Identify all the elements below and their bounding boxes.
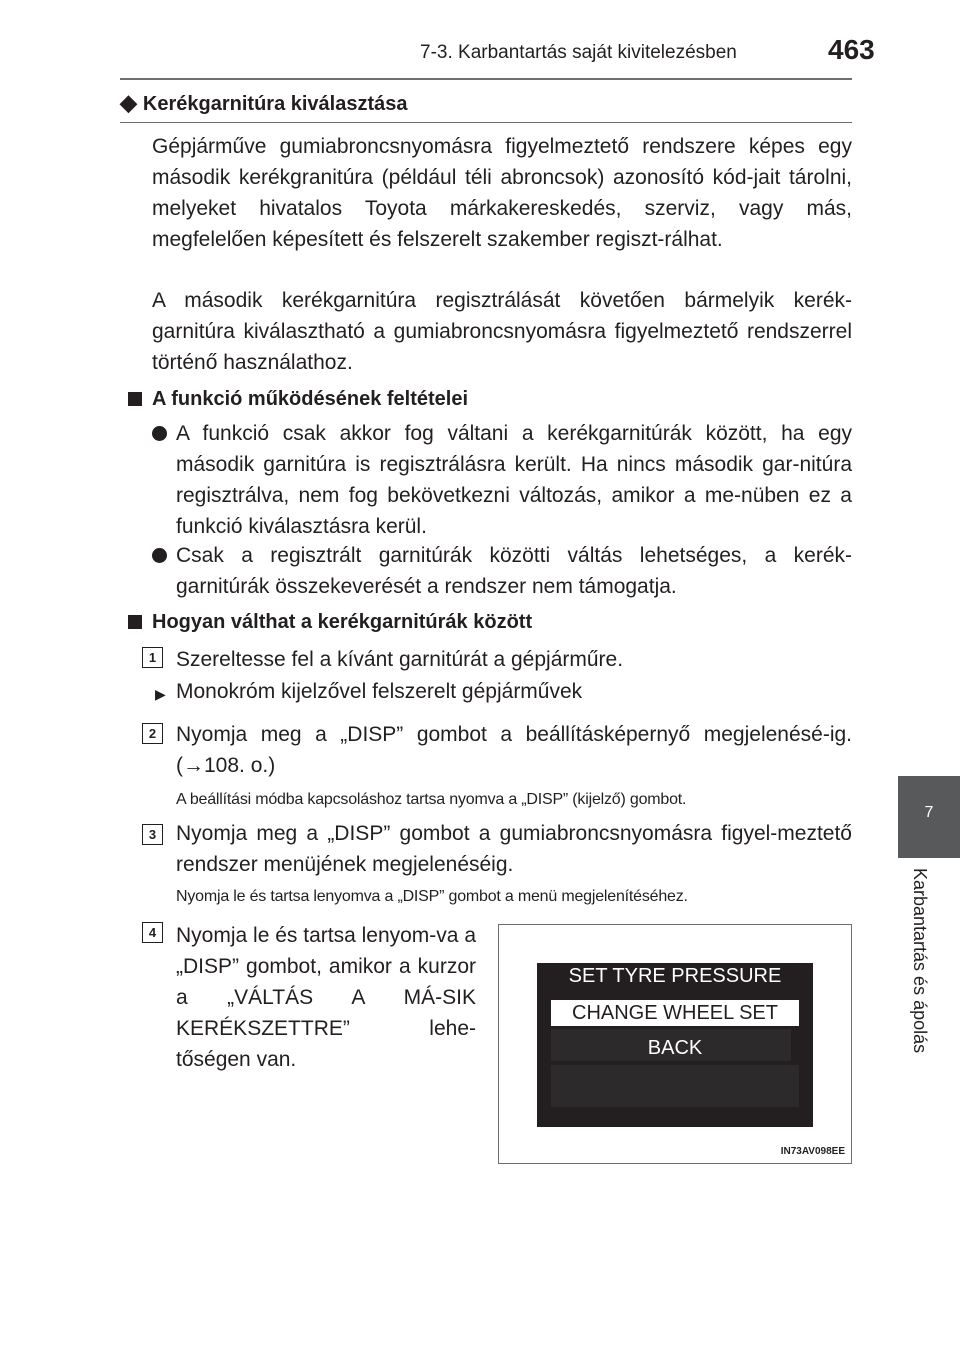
bullet-item [152,540,852,602]
howto-heading-text: Hogyan válthat a kerékgarnitúrák között [152,611,533,633]
screen-row-bg [551,1065,799,1107]
step-2-note: A beállítási módba kapcsoláshoz tartsa nyomva a „DISP” (kijelző) gombot. [176,791,687,808]
section-title-text: Kerékgarnitúra kiválasztása [142,93,408,115]
display-screen [537,963,813,1127]
section-title [120,90,408,116]
step-4-text: Nyomja le és tartsa lenyom-va a „DISP” gombot, amikor a kurzor a „VÁLTÁS A MÁ-SIK KERÉKSZETTRE” lehe-tőségen van. [176,924,476,1071]
display-figure [498,924,852,1164]
step-3-text: Nyomja meg a „DISP” gombot a gumiabroncsnyomásra figyel-meztető rendszer menüjének megjelenéséig. [176,822,852,876]
square-bullet-icon [128,392,142,406]
screen-selected-item: CHANGE WHEEL SET [551,1000,799,1026]
paragraph-2: A második kerékgarnitúra regisztrálását követően bármelyik kerék-garnitúra kiválasztható a gumiabroncsnyomásra figyelmeztető rendszerrel történő használathoz. [152,289,852,374]
step-2-text: Nyomja meg a „DISP” gombot a beállításképernyő megjelenésé-ig. (→108. o.) [176,723,852,777]
bullet-text: Csak a regisztrált garnitúrák közötti váltás lehetséges, a kerék-garnitúrák összekeverését a rendszer nem támogatja. [176,544,852,598]
circle-bullet-icon [152,426,167,441]
page-number: 463 [828,34,875,65]
chapter-label [902,868,932,1078]
chapter-number: 7 [924,804,934,821]
square-bullet-icon [128,615,142,629]
conditions-heading-text: A funkció működésének feltételei [152,388,469,410]
triangle-right-icon: ▶ [155,686,166,702]
step-number-3: 3 [142,824,163,845]
howto-heading [128,611,532,634]
header-section-title: 7-3. Karbantartás saját kivitelezésben [420,42,737,63]
conditions-heading [128,388,468,411]
header-divider [120,78,852,80]
bullet-text: A funkció csak akkor fog váltani a kerékgarnitúrák között, ha egy második garnitúra is regisztrálásra került. Ha nincs második gar-nitúra regisztrálva, nem fog bekövetkezni változás, amikor a me-nüben ez a funkció kiválasztásra kerül. [176,422,852,538]
screen-line-1: SET TYRE PRESSURE [568,965,782,987]
figure-code: IN73AV098EE [780,1146,845,1157]
bullet-item [152,418,852,542]
chapter-tab [898,776,960,858]
circle-bullet-icon [152,548,167,563]
step-1-text: Szereltesse fel a kívánt garnitúrát a gépjárműre. [176,648,624,671]
sub-heading: Monokróm kijelzővel felszerelt gépjárművek [176,680,583,703]
diamond-icon: ◆ [120,90,137,115]
step-3-note: Nyomja le és tartsa lenyomva a „DISP” gombot a menü megjelenítéséhez. [176,888,688,905]
step-number-2: 2 [142,723,163,744]
chapter-label-text: Karbantartás és ápolás [910,868,930,1054]
screen-line-3: BACK [647,1037,703,1059]
step-number-4: 4 [142,922,163,943]
section-divider [120,122,852,123]
step-number-1: 1 [142,647,163,668]
paragraph-1: Gépjárműve gumiabroncsnyomásra figyelmeztető rendszere képes egy második kerékgranitúra (például téli abroncsok) azonosító kód-jait tárolni, melyeket hivatalos Toyota márkakereskedés, szerviz, vagy más, megfelelően képesített és felszerelt szakember regiszt-rálhat. [152,135,852,251]
